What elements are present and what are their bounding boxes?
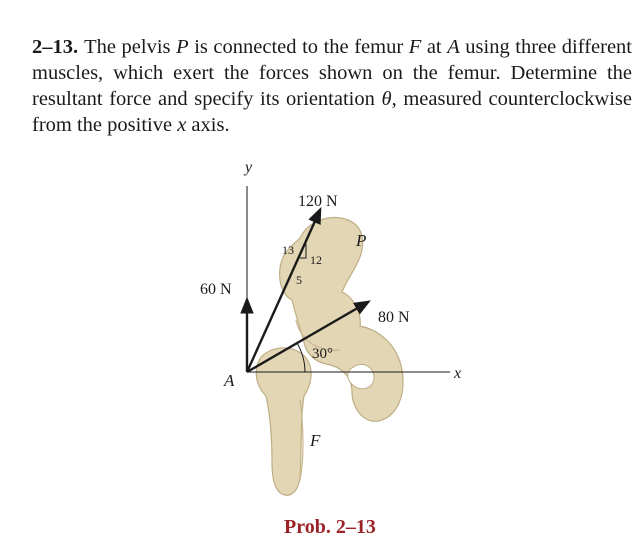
problem-symbol: A xyxy=(447,36,460,58)
slope-5-label: 5 xyxy=(296,273,302,287)
problem-symbol: θ xyxy=(381,88,392,110)
y-axis-label: y xyxy=(245,159,253,176)
problem-text-segment: axis. xyxy=(186,114,230,136)
slope-13-label: 13 xyxy=(282,243,294,257)
femur-label: F xyxy=(310,431,321,450)
problem-symbol: x xyxy=(177,114,187,136)
figure-caption: Prob. 2–13 xyxy=(284,516,376,538)
pelvis-label: P xyxy=(356,231,367,250)
x-axis-label: x xyxy=(454,365,462,382)
problem-text-segment: is connected to the femur xyxy=(188,36,409,58)
problem-text-segment: using three different muscles, which exert the forces shown on the femur. Determine the resultant force and specify its orientation xyxy=(32,36,633,110)
problem-symbol: P xyxy=(176,36,189,58)
problem-number: 2–13. xyxy=(32,36,79,58)
force-60-label: 60 N xyxy=(200,281,232,298)
slope-12-label: 12 xyxy=(310,253,322,267)
problem-text-segment: , measured counterclockwise from the positive xyxy=(32,88,632,136)
force-80-label: 80 N xyxy=(378,309,410,326)
angle-label: 30° xyxy=(312,346,333,362)
problem-text-segment: at xyxy=(421,36,448,58)
problem-text-segment: The pelvis xyxy=(84,36,177,58)
point-a-label: A xyxy=(224,371,235,390)
problem-symbol: F xyxy=(408,36,422,58)
force-120-label: 120 N xyxy=(298,193,338,210)
